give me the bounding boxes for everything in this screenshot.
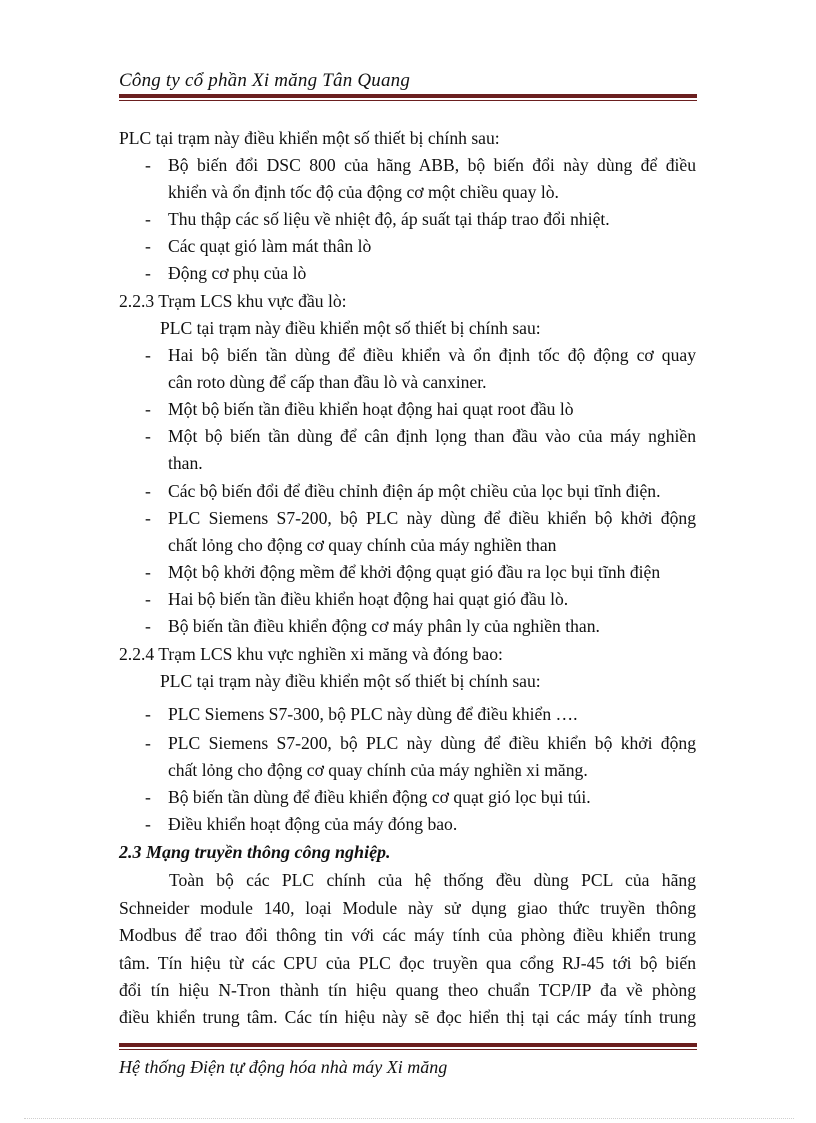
sec223-item5-line2: chất lỏng cho động cơ quay chính của máy nghiền than <box>168 535 557 555</box>
bullet-dash: - <box>145 787 151 807</box>
bullet-dash: - <box>145 263 151 283</box>
bullet-dash: - <box>145 562 151 582</box>
bullet-dash: - <box>145 155 151 175</box>
page-header-title: Công ty cổ phần Xi măng Tân Quang <box>119 70 411 91</box>
sec223-item8: Bộ biến tần điều khiển động cơ máy phân ly của nghiền than. <box>168 616 600 636</box>
bullet-dash: - <box>145 704 151 724</box>
block1-item4: Động cơ phụ của lò <box>168 263 307 283</box>
section-23-heading: 2.3 Mạng truyền thông công nghiệp. <box>119 842 391 862</box>
sec23-paragraph-line5: đổi tín hiệu N-Tron thành tín hiệu quang theo chuẩn TCP/IP đa về phòng <box>119 980 696 1000</box>
sec23-paragraph-line3: Modbus để trao đổi thông tin với các máy tính của phòng điều khiển trung <box>119 925 696 945</box>
sec23-paragraph-line6: điều khiển trung tâm. Các tín hiệu này sẽ đọc hiển thị tại các máy tính trung <box>119 1007 696 1027</box>
bullet-dash: - <box>145 814 151 834</box>
section-224-intro: PLC tại trạm này điều khiển một số thiết bị chính sau: <box>160 671 541 691</box>
bullet-dash: - <box>145 399 151 419</box>
sec223-item4: Các bộ biến đổi để điều chỉnh điện áp một chiều của lọc bụi tĩnh điện. <box>168 481 661 501</box>
sec223-item7: Hai bộ biến tần điều khiển hoạt động hai quạt gió đầu lò. <box>168 589 569 609</box>
sec223-item1-line2: cân roto dùng để cấp than đầu lò và canxiner. <box>168 372 487 392</box>
bullet-dash: - <box>145 481 151 501</box>
header-rule <box>119 94 697 101</box>
sec23-paragraph-line1: Toàn bộ các PLC chính của hệ thống đều dùng PCL của hãng <box>169 870 696 890</box>
section-224-heading: 2.2.4 Trạm LCS khu vực nghiền xi măng và đóng bao: <box>119 644 503 664</box>
bullet-dash: - <box>145 733 151 753</box>
page-footer-title: Hệ thống Điện tự động hóa nhà máy Xi măng <box>119 1057 448 1077</box>
sec23-paragraph-line2: Schneider module 140, loại Module này sử dụng giao thức truyền thông <box>119 898 696 918</box>
sec224-item4: Điều khiển hoạt động của máy đóng bao. <box>168 814 458 834</box>
block1-item1-line1: Bộ biến đổi DSC 800 của hãng ABB, bộ biến đổi này dùng để điều <box>168 155 696 175</box>
bullet-dash: - <box>145 616 151 636</box>
bullet-dash: - <box>145 209 151 229</box>
bullet-dash: - <box>145 508 151 528</box>
sec224-item3: Bộ biến tần dùng để điều khiển động cơ quạt gió lọc bụi túi. <box>168 787 591 807</box>
page-bottom-divider <box>24 1118 794 1119</box>
sec223-item5-line1: PLC Siemens S7-200, bộ PLC này dùng để điều khiển bộ khởi động <box>168 508 696 528</box>
bullet-dash: - <box>145 236 151 256</box>
sec224-item2-line2: chất lỏng cho động cơ quay chính của máy nghiền xi măng. <box>168 760 588 780</box>
sec223-item3-line2: than. <box>168 453 203 473</box>
sec223-item2: Một bộ biến tần điều khiển hoạt động hai quạt root đầu lò <box>168 399 574 419</box>
bullet-dash: - <box>145 345 151 365</box>
footer-rule <box>119 1043 697 1050</box>
sec224-item2-line1: PLC Siemens S7-200, bộ PLC này dùng để điều khiển bộ khởi động <box>168 733 696 753</box>
sec224-item1: PLC Siemens S7-300, bộ PLC này dùng để điều khiển …. <box>168 704 578 724</box>
bullet-dash: - <box>145 589 151 609</box>
sec223-item6: Một bộ khởi động mềm để khởi động quạt gió đầu ra lọc bụi tĩnh điện <box>168 562 661 582</box>
section-223-heading: 2.2.3 Trạm LCS khu vực đầu lò: <box>119 291 347 311</box>
section-223-intro: PLC tại trạm này điều khiển một số thiết bị chính sau: <box>160 318 541 338</box>
block1-intro: PLC tại trạm này điều khiển một số thiết bị chính sau: <box>119 128 500 148</box>
bullet-dash: - <box>145 426 151 446</box>
block1-item1-line2: khiển và ổn định tốc độ của động cơ một chiều quay lò. <box>168 182 559 202</box>
block1-item3: Các quạt gió làm mát thân lò <box>168 236 372 256</box>
sec23-paragraph-line4: tâm. Tín hiệu từ các CPU của PLC đọc truyền qua cổng RJ-45 tới bộ biến <box>119 953 696 973</box>
sec223-item3-line1: Một bộ biến tần dùng để cân định lọng than đầu vào của máy nghiền <box>168 426 696 446</box>
block1-item2: Thu thập các số liệu về nhiệt độ, áp suất tại tháp trao đổi nhiệt. <box>168 209 610 229</box>
sec223-item1-line1: Hai bộ biến tần dùng để điều khiển và ổn định tốc độ động cơ quay <box>168 345 696 365</box>
